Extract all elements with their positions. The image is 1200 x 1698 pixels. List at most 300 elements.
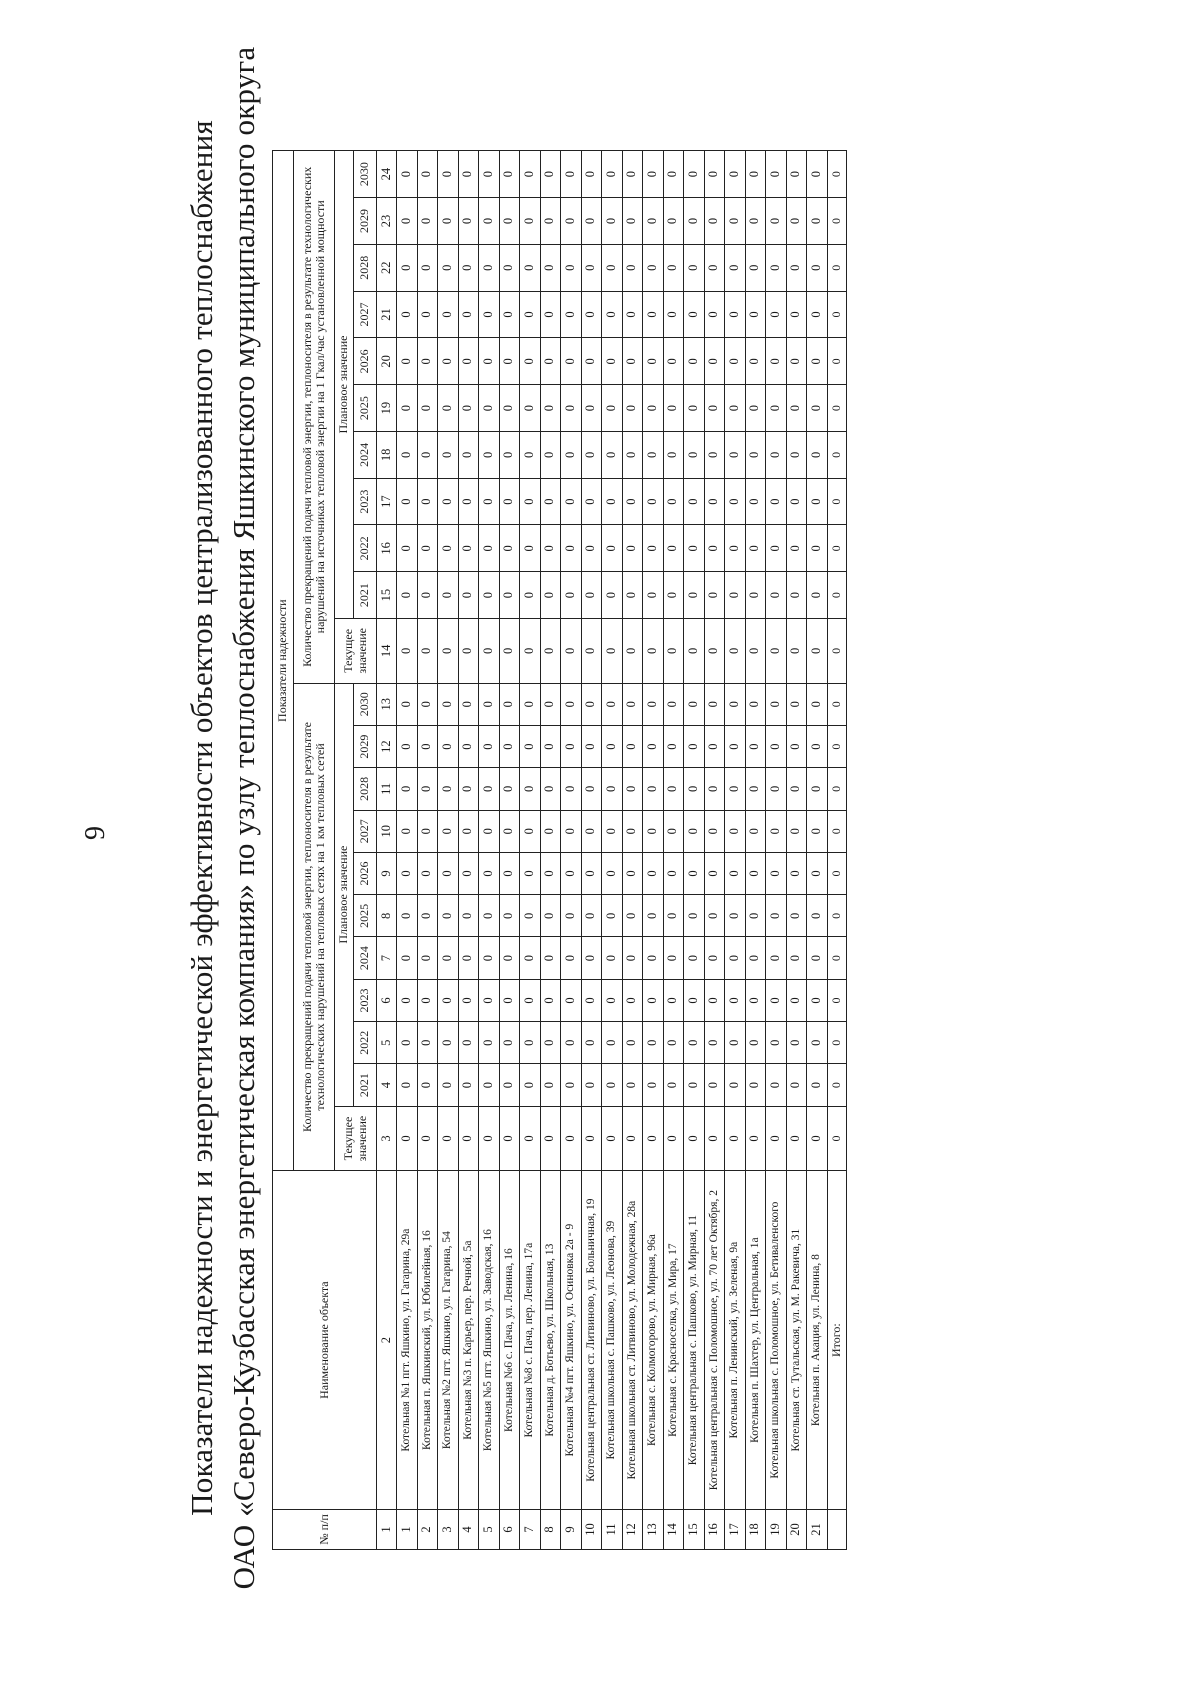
value-cell: 0: [725, 895, 746, 937]
value-cell: 0: [643, 683, 664, 725]
column-index-cell: 6: [377, 979, 397, 1021]
value-cell: 0: [602, 525, 623, 572]
value-cell: 0: [540, 525, 561, 572]
total-row: [827, 151, 846, 1550]
value-cell: 0: [602, 572, 623, 619]
value-cell: 0: [581, 572, 602, 619]
value-cell: 0: [540, 151, 561, 198]
value-cell: 0: [725, 1022, 746, 1064]
value-cell: 0: [684, 525, 705, 572]
value-cell: 0: [786, 151, 807, 198]
value-cell: 0: [684, 768, 705, 810]
value-cell: 0: [643, 338, 664, 385]
object-name: Котельная центральная с. Пашково, ул. Мирная, 11: [684, 1171, 705, 1510]
column-index-cell: 2: [377, 1171, 397, 1510]
value-cell: 0: [438, 572, 459, 619]
value-cell: 0: [622, 1022, 643, 1064]
value-cell: 0: [786, 1106, 807, 1171]
value-cell: 0: [725, 1064, 746, 1106]
value-cell: 0: [622, 431, 643, 478]
value-cell: 0: [561, 895, 582, 937]
value-cell: 0: [725, 852, 746, 894]
value-cell: 0: [786, 525, 807, 572]
value-cell: 0: [745, 683, 766, 725]
value-cell: 0: [663, 810, 684, 852]
value-cell: 0: [684, 151, 705, 198]
value-cell: 0: [786, 431, 807, 478]
value-cell: 0: [807, 572, 828, 619]
value-cell: 0: [827, 895, 846, 937]
value-cell: 0: [581, 979, 602, 1021]
value-cell: 0: [622, 198, 643, 245]
value-cell: 0: [479, 151, 500, 198]
value-cell: 0: [561, 151, 582, 198]
value-cell: 0: [561, 525, 582, 572]
value-cell: 0: [397, 431, 418, 478]
value-cell: 0: [622, 478, 643, 525]
column-index-cell: 20: [377, 338, 397, 385]
value-cell: 0: [581, 768, 602, 810]
page-number: 9: [80, 826, 111, 840]
value-cell: 0: [786, 572, 807, 619]
column-index-cell: 8: [377, 895, 397, 937]
value-cell: 0: [766, 683, 787, 725]
value-cell: 0: [417, 768, 438, 810]
year-header: 2027: [354, 810, 377, 852]
value-cell: 0: [807, 478, 828, 525]
value-cell: 0: [581, 198, 602, 245]
row-number: 1: [397, 1509, 418, 1549]
value-cell: 0: [807, 291, 828, 338]
row-number: 20: [786, 1509, 807, 1549]
value-cell: 0: [581, 291, 602, 338]
value-cell: 0: [684, 338, 705, 385]
value-cell: 0: [827, 937, 846, 979]
value-cell: 0: [602, 1064, 623, 1106]
value-cell: 0: [397, 338, 418, 385]
value-cell: 0: [581, 525, 602, 572]
value-cell: 0: [581, 385, 602, 432]
value-cell: 0: [622, 683, 643, 725]
year-header: 2026: [354, 852, 377, 894]
value-cell: 0: [704, 525, 725, 572]
value-cell: 0: [643, 572, 664, 619]
value-cell: 0: [438, 244, 459, 291]
object-name: Котельная п. Ленинский, ул. Зеленая, 9а: [725, 1171, 746, 1510]
value-cell: 0: [438, 1106, 459, 1171]
value-cell: 0: [479, 525, 500, 572]
column-index-cell: 12: [377, 725, 397, 767]
value-cell: 0: [643, 431, 664, 478]
value-cell: 0: [499, 338, 520, 385]
header-reliability: Показатели надежности: [273, 151, 294, 1171]
object-name: Котельная №1 пгт. Яшкино, ул. Гагарина, 29а: [397, 1171, 418, 1510]
value-cell: 0: [540, 1106, 561, 1171]
year-header: 2025: [354, 385, 377, 432]
row-number: 14: [663, 1509, 684, 1549]
value-cell: 0: [827, 525, 846, 572]
value-cell: 0: [622, 937, 643, 979]
value-cell: 0: [540, 683, 561, 725]
value-cell: 0: [684, 478, 705, 525]
value-cell: 0: [561, 431, 582, 478]
value-cell: 0: [643, 619, 664, 684]
table-row: [663, 151, 684, 1550]
table-row: [684, 151, 705, 1550]
row-number: 6: [499, 1509, 520, 1549]
column-index-cell: 24: [377, 151, 397, 198]
object-name: Котельная №2 пгт. Яшкино, ул. Гагарина, 54: [438, 1171, 459, 1510]
value-cell: 0: [397, 768, 418, 810]
value-cell: 0: [479, 478, 500, 525]
value-cell: 0: [520, 198, 541, 245]
value-cell: 0: [479, 338, 500, 385]
value-cell: 0: [479, 198, 500, 245]
value-cell: 0: [561, 619, 582, 684]
year-header: 2021: [354, 572, 377, 619]
object-name: Котельная школьная с. Пашково, ул. Леонова, 39: [602, 1171, 623, 1510]
column-index-cell: 13: [377, 683, 397, 725]
value-cell: 0: [684, 385, 705, 432]
value-cell: 0: [561, 979, 582, 1021]
object-name: Котельная школьная ст. Литвиново, ул. Молодежная, 28а: [622, 1171, 643, 1510]
value-cell: 0: [704, 431, 725, 478]
value-cell: 0: [663, 683, 684, 725]
value-cell: 0: [786, 725, 807, 767]
value-cell: 0: [766, 1106, 787, 1171]
value-cell: 0: [479, 937, 500, 979]
value-cell: 0: [561, 198, 582, 245]
value-cell: 0: [602, 619, 623, 684]
value-cell: 0: [766, 198, 787, 245]
value-cell: 0: [417, 619, 438, 684]
value-cell: 0: [417, 385, 438, 432]
value-cell: 0: [520, 619, 541, 684]
value-cell: 0: [520, 725, 541, 767]
value-cell: 0: [786, 683, 807, 725]
value-cell: 0: [540, 1022, 561, 1064]
year-header: 2021: [354, 1064, 377, 1106]
value-cell: 0: [827, 979, 846, 1021]
value-cell: 0: [725, 768, 746, 810]
value-cell: 0: [602, 979, 623, 1021]
value-cell: 0: [561, 1022, 582, 1064]
value-cell: 0: [684, 431, 705, 478]
value-cell: 0: [438, 810, 459, 852]
total-label: Итого:: [827, 1171, 846, 1510]
value-cell: 0: [499, 198, 520, 245]
value-cell: 0: [663, 937, 684, 979]
value-cell: 0: [458, 683, 479, 725]
value-cell: 0: [602, 151, 623, 198]
value-cell: 0: [458, 619, 479, 684]
column-index-cell: 11: [377, 768, 397, 810]
value-cell: 0: [745, 895, 766, 937]
value-cell: 0: [417, 1064, 438, 1106]
value-cell: 0: [561, 683, 582, 725]
table-row: [499, 151, 520, 1550]
value-cell: 0: [745, 725, 766, 767]
value-cell: 0: [561, 385, 582, 432]
value-cell: 0: [745, 431, 766, 478]
value-cell: 0: [479, 619, 500, 684]
value-cell: 0: [458, 338, 479, 385]
value-cell: 0: [704, 198, 725, 245]
value-cell: 0: [397, 525, 418, 572]
row-number: 4: [458, 1509, 479, 1549]
header-source-interruptions: Количество прекращений подачи тепловой энергии, теплоносителя в результате технологических нарушений на источниках тепловой энергии на 1 Гкал/час установленной мощности: [294, 151, 335, 684]
object-name: Котельная №3 п. Карьер, пер. Речной, 5а: [458, 1171, 479, 1510]
value-cell: 0: [479, 431, 500, 478]
value-cell: 0: [581, 895, 602, 937]
value-cell: 0: [807, 683, 828, 725]
header-number: № п/п: [273, 1509, 377, 1549]
column-index-cell: 19: [377, 385, 397, 432]
value-cell: 0: [499, 1064, 520, 1106]
column-index-cell: 5: [377, 1022, 397, 1064]
value-cell: 0: [807, 619, 828, 684]
column-index-cell: 10: [377, 810, 397, 852]
value-cell: 0: [684, 725, 705, 767]
value-cell: 0: [725, 198, 746, 245]
value-cell: 0: [766, 979, 787, 1021]
year-header: 2024: [354, 937, 377, 979]
table-row: [786, 151, 807, 1550]
value-cell: 0: [520, 852, 541, 894]
value-cell: 0: [581, 431, 602, 478]
value-cell: 0: [458, 431, 479, 478]
value-cell: 0: [581, 683, 602, 725]
value-cell: 0: [438, 895, 459, 937]
value-cell: 0: [520, 1022, 541, 1064]
value-cell: 0: [766, 572, 787, 619]
value-cell: 0: [622, 1106, 643, 1171]
value-cell: 0: [540, 244, 561, 291]
value-cell: 0: [438, 151, 459, 198]
year-header: 2022: [354, 525, 377, 572]
value-cell: 0: [458, 478, 479, 525]
table-row: [458, 151, 479, 1550]
value-cell: 0: [520, 810, 541, 852]
value-cell: 0: [766, 810, 787, 852]
value-cell: 0: [643, 525, 664, 572]
value-cell: 0: [704, 619, 725, 684]
value-cell: 0: [540, 478, 561, 525]
value-cell: 0: [807, 1064, 828, 1106]
value-cell: 0: [581, 151, 602, 198]
value-cell: 0: [499, 431, 520, 478]
value-cell: 0: [561, 937, 582, 979]
document-title-line1: Показатели надежности и энергетической эффективности объектов централизованного теплоснабжения: [184, 120, 219, 1516]
value-cell: 0: [725, 478, 746, 525]
value-cell: 0: [438, 937, 459, 979]
value-cell: 0: [458, 810, 479, 852]
value-cell: 0: [766, 291, 787, 338]
value-cell: 0: [684, 937, 705, 979]
value-cell: 0: [745, 979, 766, 1021]
value-cell: 0: [561, 244, 582, 291]
year-header: 2022: [354, 1022, 377, 1064]
value-cell: 0: [499, 937, 520, 979]
value-cell: 0: [643, 478, 664, 525]
value-cell: 0: [786, 937, 807, 979]
value-cell: 0: [417, 431, 438, 478]
value-cell: 0: [725, 244, 746, 291]
value-cell: 0: [745, 525, 766, 572]
value-cell: 0: [643, 1022, 664, 1064]
value-cell: 0: [725, 525, 746, 572]
value-cell: 0: [745, 937, 766, 979]
row-number: 3: [438, 1509, 459, 1549]
row-number: 9: [561, 1509, 582, 1549]
value-cell: 0: [397, 151, 418, 198]
value-cell: 0: [725, 979, 746, 1021]
value-cell: 0: [766, 151, 787, 198]
value-cell: 0: [745, 198, 766, 245]
value-cell: 0: [827, 244, 846, 291]
value-cell: 0: [438, 768, 459, 810]
column-index-cell: 21: [377, 291, 397, 338]
value-cell: 0: [827, 151, 846, 198]
value-cell: 0: [622, 979, 643, 1021]
value-cell: 0: [417, 1022, 438, 1064]
value-cell: 0: [417, 852, 438, 894]
value-cell: 0: [725, 619, 746, 684]
value-cell: 0: [520, 525, 541, 572]
value-cell: 0: [499, 895, 520, 937]
value-cell: 0: [663, 768, 684, 810]
value-cell: 0: [458, 244, 479, 291]
value-cell: 0: [827, 619, 846, 684]
value-cell: 0: [438, 525, 459, 572]
value-cell: 0: [438, 725, 459, 767]
value-cell: 0: [602, 1022, 623, 1064]
column-index-cell: 16: [377, 525, 397, 572]
year-header: 2030: [354, 151, 377, 198]
value-cell: 0: [704, 979, 725, 1021]
value-cell: 0: [807, 810, 828, 852]
row-number: 21: [807, 1509, 828, 1549]
value-cell: 0: [786, 198, 807, 245]
value-cell: 0: [438, 852, 459, 894]
value-cell: 0: [643, 244, 664, 291]
value-cell: 0: [561, 1064, 582, 1106]
value-cell: 0: [827, 572, 846, 619]
value-cell: 0: [643, 151, 664, 198]
year-header: 2029: [354, 725, 377, 767]
value-cell: 0: [397, 198, 418, 245]
value-cell: 0: [540, 291, 561, 338]
value-cell: 0: [438, 478, 459, 525]
value-cell: 0: [540, 431, 561, 478]
value-cell: 0: [417, 895, 438, 937]
table-row: [581, 151, 602, 1550]
value-cell: 0: [458, 525, 479, 572]
value-cell: 0: [807, 244, 828, 291]
value-cell: 0: [704, 478, 725, 525]
value-cell: 0: [479, 725, 500, 767]
value-cell: 0: [704, 291, 725, 338]
value-cell: 0: [663, 244, 684, 291]
column-index-cell: 14: [377, 619, 397, 684]
value-cell: 0: [643, 895, 664, 937]
value-cell: 0: [520, 291, 541, 338]
object-name: Котельная п. Шахтер, ул. Центральная, 1а: [745, 1171, 766, 1510]
value-cell: 0: [745, 768, 766, 810]
value-cell: 0: [622, 810, 643, 852]
value-cell: 0: [479, 244, 500, 291]
object-name: Котельная №6 с. Пача, ул. Ленина, 16: [499, 1171, 520, 1510]
value-cell: 0: [581, 1106, 602, 1171]
value-cell: 0: [540, 385, 561, 432]
value-cell: 0: [438, 431, 459, 478]
column-index-cell: 9: [377, 852, 397, 894]
object-name: Котельная школьная с. Поломошное, ул. Бетиваленского: [766, 1171, 787, 1510]
table-row: [602, 151, 623, 1550]
value-cell: 0: [520, 151, 541, 198]
value-cell: 0: [643, 979, 664, 1021]
value-cell: 0: [397, 619, 418, 684]
column-index-cell: 15: [377, 572, 397, 619]
value-cell: 0: [725, 725, 746, 767]
value-cell: 0: [417, 291, 438, 338]
value-cell: 0: [663, 1022, 684, 1064]
object-name: Котельная центральная с. Поломошное, ул. 70 лет Октября, 2: [704, 1171, 725, 1510]
value-cell: 0: [417, 338, 438, 385]
value-cell: 0: [622, 572, 643, 619]
value-cell: 0: [417, 937, 438, 979]
value-cell: 0: [540, 768, 561, 810]
value-cell: 0: [643, 852, 664, 894]
value-cell: 0: [786, 291, 807, 338]
value-cell: 0: [766, 725, 787, 767]
value-cell: 0: [663, 291, 684, 338]
value-cell: 0: [704, 385, 725, 432]
object-name: Котельная с. Красноселка, ул. Мира, 17: [663, 1171, 684, 1510]
value-cell: 0: [499, 151, 520, 198]
value-cell: 0: [499, 1106, 520, 1171]
value-cell: 0: [458, 385, 479, 432]
value-cell: 0: [745, 478, 766, 525]
value-cell: 0: [786, 852, 807, 894]
column-index-cell: 7: [377, 937, 397, 979]
value-cell: 0: [479, 768, 500, 810]
value-cell: 0: [786, 895, 807, 937]
value-cell: 0: [745, 1022, 766, 1064]
value-cell: 0: [622, 151, 643, 198]
value-cell: 0: [663, 1106, 684, 1171]
value-cell: 0: [704, 852, 725, 894]
value-cell: 0: [684, 1022, 705, 1064]
value-cell: 0: [520, 431, 541, 478]
table-row: [745, 151, 766, 1550]
value-cell: 0: [766, 244, 787, 291]
row-number: 15: [684, 1509, 705, 1549]
value-cell: 0: [704, 338, 725, 385]
value-cell: 0: [622, 525, 643, 572]
value-cell: 0: [725, 1106, 746, 1171]
value-cell: 0: [766, 619, 787, 684]
value-cell: 0: [581, 1064, 602, 1106]
value-cell: 0: [417, 244, 438, 291]
value-cell: 0: [561, 338, 582, 385]
value-cell: 0: [602, 810, 623, 852]
value-cell: 0: [827, 768, 846, 810]
value-cell: 0: [438, 291, 459, 338]
table-row: [561, 151, 582, 1550]
value-cell: 0: [581, 244, 602, 291]
value-cell: 0: [684, 619, 705, 684]
